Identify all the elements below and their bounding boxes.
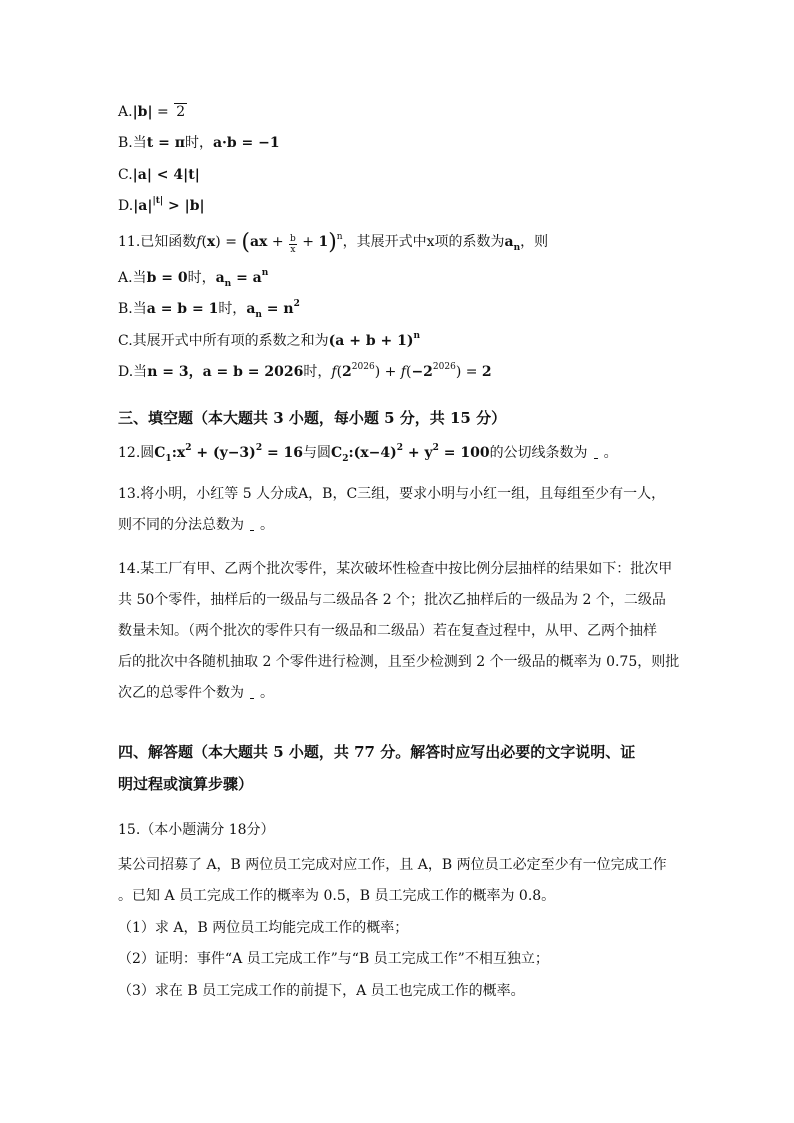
q11-option-b: [118, 299, 300, 319]
q14-line2: 共 50个零件，抽样后的一级品与二级品各 2 个；批次乙抽样后的一级品为 2 个，二级品: [118, 592, 666, 608]
q14-line5-text: 次乙的总零件个数为: [118, 685, 244, 701]
q15-sub3: （3）求在 B 员工完成工作的前提下，A 员工也完成工作的概率。: [118, 983, 525, 999]
q11-stem: [118, 232, 548, 255]
q12-circle1: $C_1:x^2 + (y-3)^2 = 16$: [154, 443, 304, 464]
q13-line2: [118, 515, 274, 535]
q10-option-b: [118, 133, 280, 153]
q12: [118, 443, 618, 463]
q14-end: 。: [260, 685, 274, 701]
q11-option-d-formula: $f(2^{2026}) + f(-2^{2026}) = 2$: [331, 362, 492, 380]
q10-option-b-formula2: a·b = −1: [212, 135, 280, 151]
q13-line1: 13.将小明，小红等 5 人分成A，B，C三组，要求小明与小红一组，且每组至少有一人，: [118, 486, 666, 502]
q11-option-a-result: $a_n = a^n$: [215, 268, 269, 289]
q11-stem-prefix: 11.已知函数: [118, 234, 197, 250]
q11-an-symbol: $a_n$: [504, 234, 521, 253]
q11-option-b-result: $a_n = n^2$: [246, 299, 300, 320]
q15-sub2: （2）证明：事件“A 员工完成工作”与“B 员工完成工作”不相互独立；: [118, 951, 549, 967]
q10-option-b-label: B.当: [118, 135, 147, 151]
q14-answer-blank[interactable]: [250, 688, 254, 699]
q12-suffix: 的公切线条数为: [489, 445, 588, 461]
q10-option-c-formula: |a| < 4|t|: [132, 167, 200, 183]
q15-line2: 。已知 A 员工完成工作的概率为 0.5，B 员工完成工作的概率为 0.8。: [118, 888, 556, 904]
q12-mid: 与圆: [303, 445, 332, 461]
q10-option-d-label: D.: [118, 198, 134, 214]
q12-answer-blank[interactable]: [594, 448, 598, 459]
q11-stem-suffix: ，其展开式中x项的系数为: [342, 234, 505, 250]
q10-option-d-formula: $|a|^{|t|} > |b|$: [133, 196, 205, 214]
q11-option-d-mid: 时，: [303, 364, 332, 380]
q11-option-b-label: B.当: [118, 301, 147, 317]
q15-line1: 某公司招募了 A，B 两位员工完成对应工作，且 A，B 两位员工必定至少有一位完成工作: [118, 857, 667, 873]
q11-option-a: [118, 268, 268, 288]
q12-prefix: 12.圆: [118, 445, 155, 461]
q11-option-d: [118, 362, 492, 382]
q10-option-c: [118, 165, 200, 185]
q13-answer-blank[interactable]: [250, 520, 254, 531]
q11-stem-end: ，则: [520, 234, 549, 250]
q10-option-b-formula1: t = π: [146, 135, 185, 151]
q10-option-c-label: C.: [118, 167, 133, 183]
q15-title: 15.（本小题满分 18分）: [118, 822, 275, 838]
q11-function-formula: f(x) = (ax + $\frac{b}{x}$ + 1)$^n$: [196, 230, 343, 255]
q13-line2-text: 则不同的分法总数为: [118, 517, 244, 533]
q11-option-c: [118, 331, 420, 351]
q11-option-c-formula: $(a + b + 1)^n$: [328, 331, 421, 349]
q14-line4: 后的批次中各随机抽取 2 个零件进行检测，且至少检测到 2 个一级品的概率为 0.75，则批: [118, 654, 680, 670]
q11-option-a-cond: b = 0: [146, 270, 188, 286]
q15-sub1: （1）求 A，B 两位员工均能完成工作的概率；: [118, 920, 409, 936]
section4-heading-line2: 明过程或演算步骤）: [118, 775, 254, 793]
q11-option-d-label: D.当: [118, 364, 148, 380]
q10-option-a-label: A.: [118, 104, 133, 120]
q14-line3: 数量未知。（两个批次的零件只有一级品和二级品）若在复查过程中，从甲、乙两个抽样: [118, 623, 657, 639]
q10-option-d: [118, 196, 205, 216]
q12-circle2: $C_2:(x-4)^2 + y^2 = 100$: [331, 443, 490, 464]
q11-option-d-cond: n = 3，a = b = 2026: [147, 364, 304, 380]
q14-line5: [118, 683, 274, 703]
q11-option-c-label: C.其展开式中所有项的系数之和为: [118, 333, 329, 349]
q11-option-b-mid: 时，: [218, 301, 247, 317]
q11-option-a-mid: 时，: [187, 270, 216, 286]
q11-option-b-cond: a = b = 1: [146, 301, 219, 317]
section4-heading-line1: 四、解答题（本大题共 5 小题，共 77 分。解答时应写出必要的文字说明、证: [118, 743, 636, 761]
q13-end: 。: [260, 517, 274, 533]
q11-option-a-label: A.当: [118, 270, 147, 286]
q14-line1: 14.某工厂有甲、乙两个批次零件，某次破坏性检查中按比例分层抽样的结果如下：批次甲: [118, 561, 673, 577]
q12-end: 。: [603, 445, 618, 461]
q10-option-b-mid: 时，: [184, 135, 213, 151]
section3-heading: 三、填空题（本大题共 3 小题，每小题 5 分，共 15 分）: [118, 409, 507, 427]
q10-option-a-formula: |b| = 2: [132, 104, 186, 120]
q10-option-a: [118, 102, 187, 122]
